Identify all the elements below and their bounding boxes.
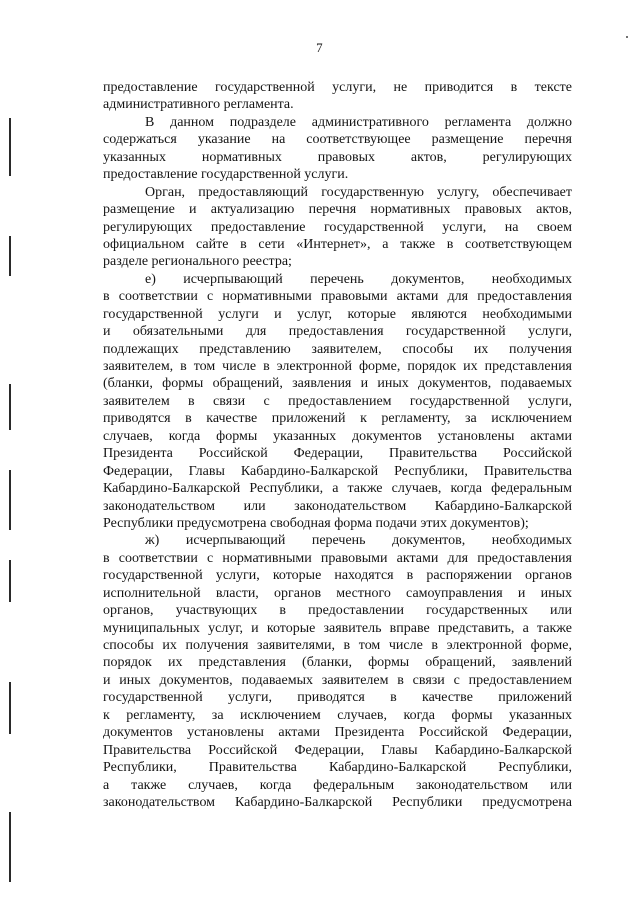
text-line: Федерации, Главы Кабардино-Балкарской Республики, Правительства (103, 463, 572, 479)
text-line: разделе регионального реестра; (103, 254, 292, 270)
document-body (103, 79, 572, 811)
text-line: содержаться указание на соответствующее размещение перечня (103, 132, 572, 148)
text-line: Республики, Правительства Кабардино-Балкарской Республики, (103, 760, 572, 776)
text-line: официальном сайте в сети «Интернет», а также в соответствующем (103, 236, 572, 252)
text-line: и обязательными для предоставления государственной услуги, (103, 324, 572, 340)
scan-artifact (9, 118, 11, 176)
scan-artifact (626, 36, 628, 38)
text-line: предоставление государственной услуги, не приводится в тексте (103, 80, 572, 95)
scan-artifact (9, 384, 11, 430)
text-line: приводятся в качестве приложений к регламенту, за исключением (103, 411, 572, 427)
text-line: подлежащих представлению заявителем, способы их получения (103, 341, 572, 357)
scan-artifact (9, 682, 11, 734)
text-line: размещение и актуализацию перечня нормативных правовых актов, (103, 202, 572, 218)
text-line: порядок их представления (бланки, формы обращений, заявлений (103, 655, 572, 671)
text-line: муниципальных услуг, и которые заявитель вправе представить, а также (103, 620, 572, 636)
scan-artifact (9, 236, 11, 276)
text-line: к регламенту, за исключением случаев, когда формы указанных (103, 707, 572, 723)
text-line: в соответствии с нормативными правовыми актами для предоставления (103, 550, 572, 566)
text-line: (бланки, формы обращений, заявления и иных документов, подаваемых (103, 376, 572, 392)
text-line: е) исчерпывающий перечень документов, необходимых (145, 271, 572, 287)
scan-artifact (9, 470, 11, 530)
text-line: Президента Российской Федерации, Правительства Российской (103, 446, 572, 462)
text-line: законодательством или законодательством Кабардино-Балкарской (103, 498, 572, 514)
text-line: государственной услуги, которые находятся в распоряжении органов (103, 568, 572, 584)
text-line: заявителем, в том числе в электронной форме, порядок их представления (103, 359, 572, 374)
text-line: органов, участвующих в предоставлении государственных или (103, 603, 572, 619)
text-line: указанных нормативных правовых актов, регулирующих (103, 149, 572, 165)
text-line: государственной услуги, приводятся в качестве приложений (103, 690, 572, 706)
text-line: заявителем в связи с предоставлением государственной услуги, (103, 393, 572, 409)
text-line: административного регламента. (103, 97, 294, 113)
text-line: случаев, когда формы указанных документов установлены актами (103, 428, 572, 444)
text-line: ж) исчерпывающий перечень документов, необходимых (145, 533, 572, 549)
text-line: и иных документов, подаваемых заявителем в связи с предоставлением (103, 672, 572, 688)
text-line: предоставление государственной услуги. (103, 167, 349, 183)
scan-artifact (9, 560, 11, 602)
text-line: документов установлены актами Президента Российской Федерации, (103, 725, 572, 741)
text-line: законодательством Кабардино-Балкарской Республики предусмотрена (103, 794, 572, 810)
page-number: 7 (316, 40, 323, 55)
text-line: а также случаев, когда федеральным законодательством или (103, 777, 572, 793)
text-line: регулирующих предоставление государственной услуги, на своем (103, 219, 572, 235)
text-line: в соответствии с нормативными правовыми актами для предоставления (103, 289, 572, 305)
text-line: государственной услуги и услуг, которые являются необходимыми (103, 306, 572, 322)
text-line: Республики предусмотрена свободная форма подачи этих документов); (103, 515, 529, 531)
text-line: Орган, предоставляющий государственную услугу, обеспечивает (145, 184, 572, 200)
text-line: исполнительной власти, органов местного самоуправления и иных (103, 585, 572, 601)
text-line: Кабардино-Балкарской Республики, а также случаев, когда федеральным (103, 481, 572, 497)
text-line: Правительства Российской Федерации, Главы Кабардино-Балкарской (103, 742, 572, 758)
text-line: способы их получения заявителями, в том числе в электронной форме, (103, 638, 572, 653)
text-line: В данном подразделе административного регламента должно (145, 114, 572, 130)
scan-artifact (9, 812, 11, 882)
